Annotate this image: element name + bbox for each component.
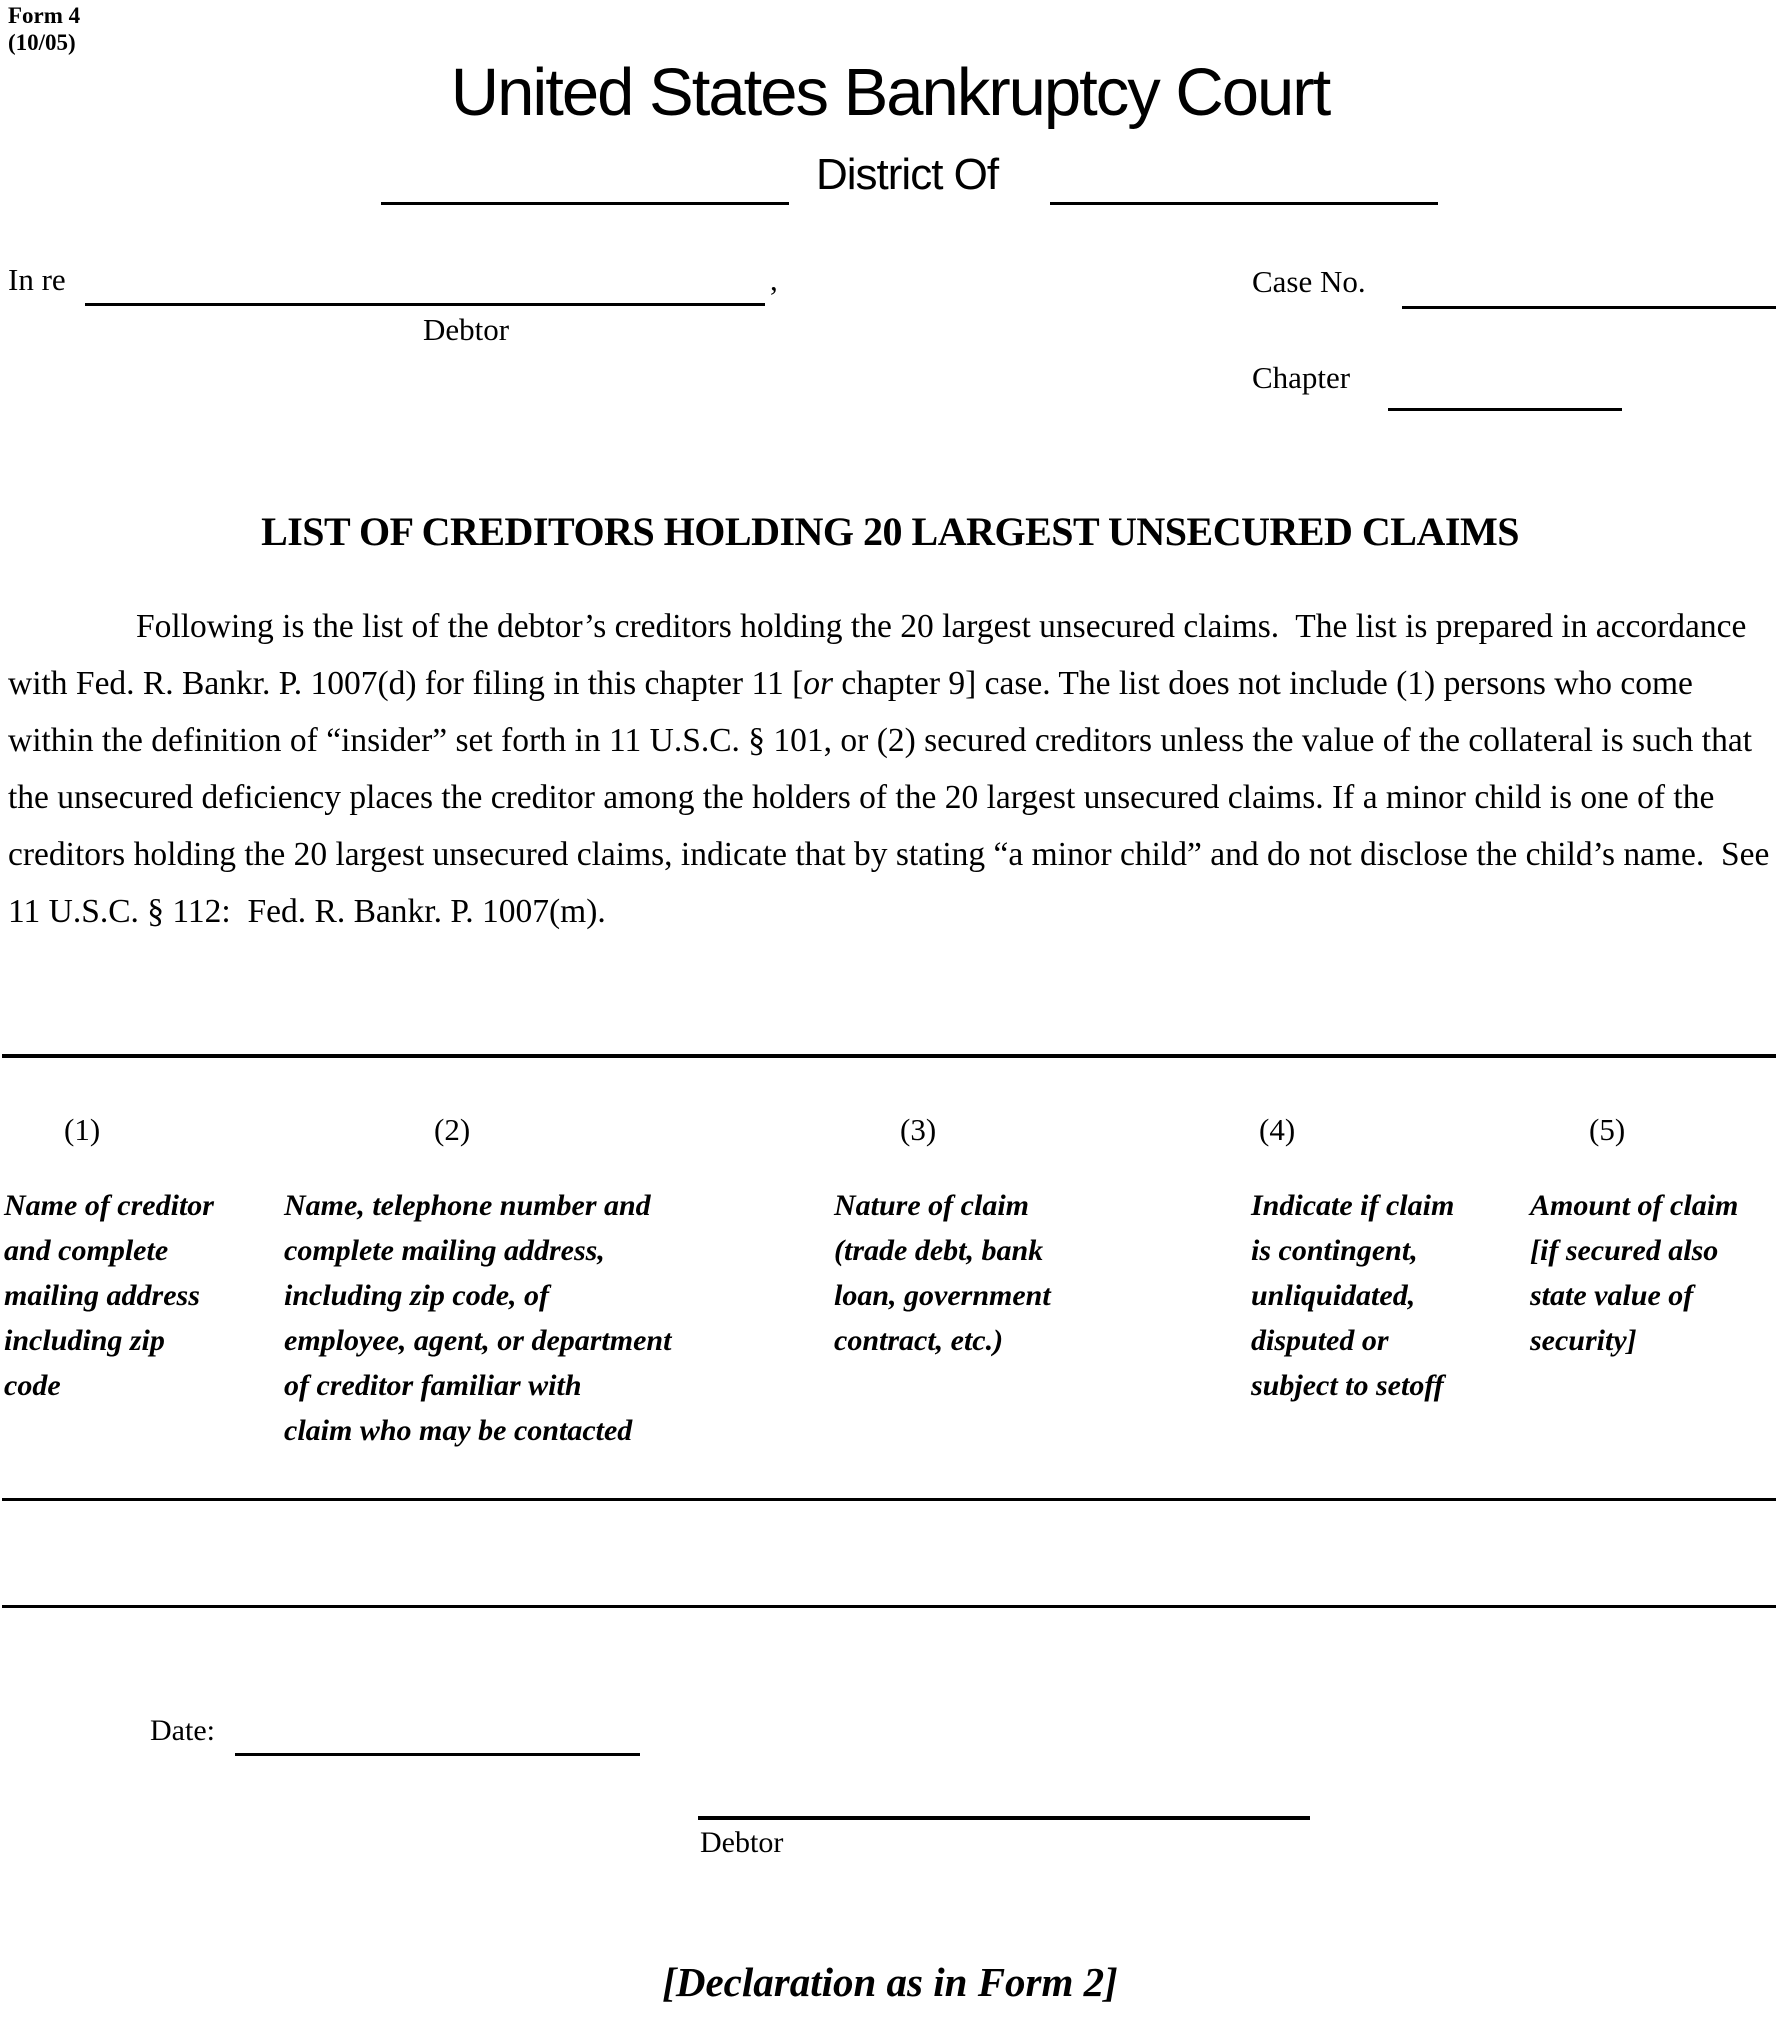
date-label: Date:: [150, 1714, 215, 1747]
column-1-description: [4, 1183, 244, 1408]
column-2-line: of creditor familiar with: [284, 1369, 582, 1402]
column-2-number: (2): [434, 1112, 471, 1147]
column-4-line: subject to setoff: [1251, 1369, 1444, 1402]
form-id-block: [8, 2, 80, 56]
in-re-blank-line: [85, 303, 765, 306]
district-blank-left: [381, 202, 789, 205]
date-blank-line: [235, 1753, 640, 1756]
page-title: United States Bankruptcy Court: [450, 55, 1330, 130]
intro-italic-or: or: [803, 665, 834, 702]
creditor-entry-line-1: [2, 1498, 1776, 1501]
debtor-caption-label: Debtor: [423, 312, 510, 347]
district-blank-right: [1050, 202, 1438, 205]
document-heading: LIST OF CREDITORS HOLDING 20 LARGEST UNSECURED CLAIMS: [261, 509, 1519, 554]
column-2-line: employee, agent, or department: [284, 1324, 672, 1357]
case-no-label: Case No.: [1252, 264, 1366, 299]
column-1-line: including zip: [4, 1324, 165, 1357]
column-3-description: [834, 1183, 1104, 1363]
intro-text-before-or: Following is the list of the debtor’s creditors holding the 20 largest unsecured claims. The list is prepared in accordance with Fed. R. Bankr. P. 1007(d) for filing in this chapter 11 [: [8, 608, 1755, 702]
column-5-line: [if secured also: [1530, 1234, 1719, 1267]
chapter-blank-line: [1388, 408, 1622, 411]
column-2-line: claim who may be contacted: [284, 1414, 633, 1447]
column-4-description: [1251, 1183, 1491, 1408]
column-3-line: loan, government: [834, 1279, 1051, 1312]
column-1-line: mailing address: [4, 1279, 200, 1312]
column-4-line: Indicate if claim: [1251, 1189, 1455, 1222]
column-4-line: unliquidated,: [1251, 1279, 1416, 1312]
column-1-line: code: [4, 1369, 61, 1402]
column-1-line: and complete: [4, 1234, 169, 1267]
column-3-line: (trade debt, bank: [834, 1234, 1044, 1267]
column-5-number: (5): [1589, 1112, 1626, 1147]
column-5-line: Amount of claim: [1530, 1189, 1739, 1222]
column-2-line: Name, telephone number and: [284, 1189, 651, 1222]
creditor-entry-line-2: [2, 1605, 1776, 1608]
column-1-number: (1): [64, 1112, 101, 1147]
column-2-line: complete mailing address,: [284, 1234, 605, 1267]
form-number: Form 4: [8, 3, 81, 28]
section-divider-rule: [2, 1054, 1776, 1058]
column-5-line: state value of: [1530, 1279, 1694, 1312]
case-no-blank-line: [1402, 306, 1776, 309]
column-3-number: (3): [900, 1112, 937, 1147]
form-revision-date: (10/05): [8, 30, 76, 55]
debtor-signature-label: Debtor: [700, 1826, 784, 1859]
column-2-description: [284, 1183, 754, 1453]
column-2-line: including zip code, of: [284, 1279, 550, 1312]
chapter-label: Chapter: [1252, 360, 1351, 395]
column-4-line: is contingent,: [1251, 1234, 1418, 1267]
in-re-comma: ,: [770, 262, 778, 297]
column-3-line: Nature of claim: [834, 1189, 1029, 1222]
column-5-line: security]: [1530, 1324, 1637, 1357]
column-4-line: disputed or: [1251, 1324, 1389, 1357]
debtor-signature-line: [698, 1816, 1310, 1820]
district-of-label: District Of: [816, 150, 999, 199]
column-1-line: Name of creditor: [4, 1189, 214, 1222]
intro-text-after-or: chapter 9] case. The list does not include (1) persons who come within the definition of “insider” set forth in 11 U.S.C. § 101, or (2) secured creditors unless the value of the collateral is such that the unsecured deficiency places the creditor among the holders of the 20 largest unsecured claims. If a minor child is one of the creditors holding the 20 largest unsecured claims, indicate that by stating “a minor child” and do not disclose the child’s name. See 11 U.S.C. § 112: Fed. R. Bankr. P. 1007(m).: [8, 665, 1778, 930]
column-5-description: [1530, 1183, 1775, 1363]
column-3-line: contract, etc.): [834, 1324, 1004, 1357]
declaration-note: [Declaration as in Form 2]: [662, 1959, 1118, 2005]
intro-paragraph: [8, 598, 1778, 940]
in-re-label: In re: [8, 262, 66, 297]
column-4-number: (4): [1259, 1112, 1296, 1147]
